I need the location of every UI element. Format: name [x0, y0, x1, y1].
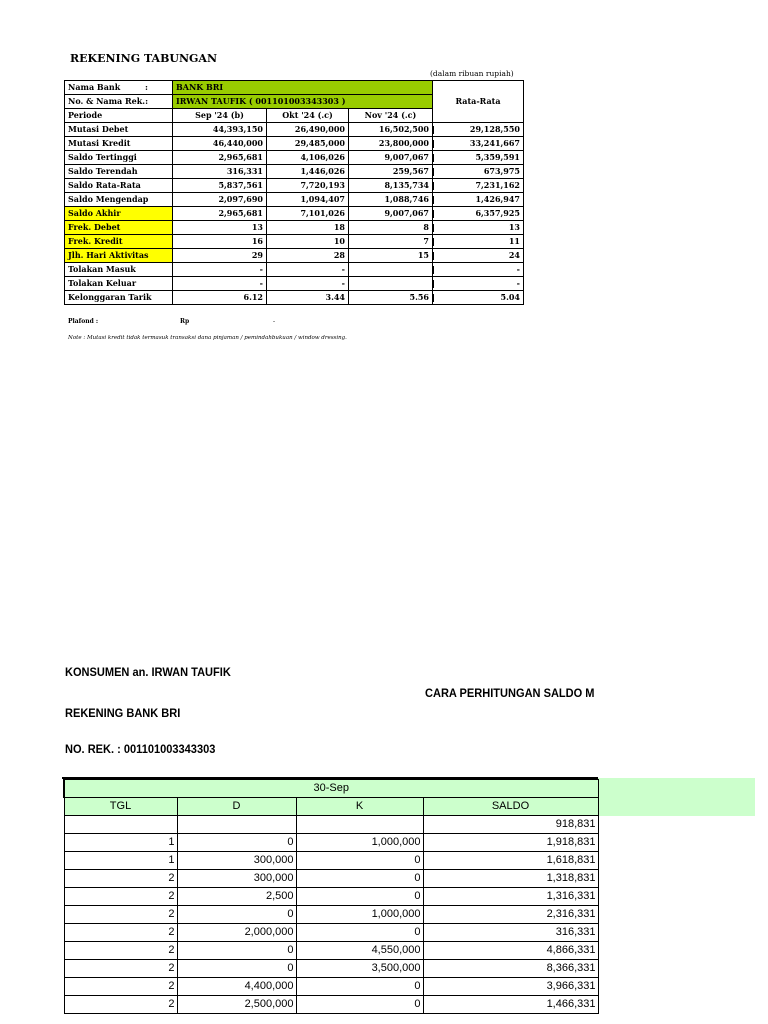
tgl-cell: 2: [64, 996, 177, 1014]
col-debit: D: [177, 798, 296, 816]
summary-row-label: Mutasi Debet: [65, 123, 173, 137]
summary-value: 1,094,407: [267, 193, 349, 207]
summary-value: 16,502,500: [349, 123, 433, 137]
debit-cell: 0: [177, 960, 296, 978]
summary-value: 15: [349, 249, 433, 263]
debit-cell: 300,000: [177, 870, 296, 888]
summary-value: 18: [267, 221, 349, 235]
summary-row: [65, 277, 524, 291]
summary-value: 4,106,026: [267, 151, 349, 165]
col-tgl: TGL: [64, 798, 177, 816]
saldo-cell: 3,966,331: [423, 978, 598, 996]
summary-value: 1,088,746: [349, 193, 433, 207]
summary-value: 29: [173, 249, 267, 263]
table-row: [64, 924, 598, 942]
saldo-cell: 8,366,331: [423, 960, 598, 978]
summary-value: -: [173, 263, 267, 277]
credit-cell: [296, 816, 423, 834]
tgl-cell: 2: [64, 942, 177, 960]
bank-title: REKENING BANK BRI: [65, 706, 181, 720]
summary-row: [65, 291, 524, 305]
summary-row-label: Frek. Debet: [65, 221, 173, 235]
summary-row-label: Mutasi Kredit: [65, 137, 173, 151]
summary-row: [65, 235, 524, 249]
account-value: IRWAN TAUFIK ( 001101003343303 ): [173, 95, 433, 109]
summary-value: 5,837,561: [173, 179, 267, 193]
period-sep: Sep '24 (b): [173, 109, 267, 123]
summary-value: -: [433, 277, 524, 291]
summary-value: 7,720,193: [267, 179, 349, 193]
summary-row-label: Tolakan Masuk: [65, 263, 173, 277]
summary-value: -: [267, 277, 349, 291]
table-row: [64, 834, 598, 852]
summary-row-label: Saldo Terendah: [65, 165, 173, 179]
summary-value: 46,440,000: [173, 137, 267, 151]
summary-value: 8,135,734: [349, 179, 433, 193]
summary-value: 28: [267, 249, 349, 263]
table-row: [64, 870, 598, 888]
summary-row: [65, 207, 524, 221]
summary-value: [349, 277, 433, 291]
credit-cell: 0: [296, 978, 423, 996]
summary-row-label: Frek. Kredit: [65, 235, 173, 249]
saldo-cell: 1,316,331: [423, 888, 598, 906]
account-colon: :: [145, 96, 149, 106]
date-header: 30-Sep: [64, 780, 598, 798]
unit-note: (dalam ribuan rupiah): [430, 69, 514, 78]
credit-cell: 1,000,000: [296, 834, 423, 852]
summary-value: 2,097,690: [173, 193, 267, 207]
summary-row-label: Saldo Akhir: [65, 207, 173, 221]
saldo-cell: 1,318,831: [423, 870, 598, 888]
saldo-cell: 918,831: [423, 816, 598, 834]
table-row: [64, 852, 598, 870]
tgl-cell: 2: [64, 906, 177, 924]
summary-value: 5,359,591: [433, 151, 524, 165]
bank-colon: :: [145, 82, 148, 92]
bank-row: [65, 81, 524, 95]
summary-row: [65, 123, 524, 137]
summary-row: [65, 263, 524, 277]
summary-row-label: Saldo Tertinggi: [65, 151, 173, 165]
tgl-cell: [64, 816, 177, 834]
summary-value: 7,231,162: [433, 179, 524, 193]
customer-title: KONSUMEN an. IRWAN TAUFIK: [65, 665, 231, 679]
credit-cell: 0: [296, 852, 423, 870]
debit-cell: 0: [177, 834, 296, 852]
summary-value: 29,485,000: [267, 137, 349, 151]
saldo-cell: 1,918,831: [423, 834, 598, 852]
summary-value: 26,490,000: [267, 123, 349, 137]
column-header-row: [64, 798, 598, 816]
tgl-cell: 2: [64, 960, 177, 978]
calc-title: CARA PERHITUNGAN SALDO M: [425, 686, 595, 700]
credit-cell: 0: [296, 870, 423, 888]
summary-value: 1,426,947: [433, 193, 524, 207]
bank-value: BANK BRI: [173, 81, 433, 95]
summary-value: 2,965,681: [173, 151, 267, 165]
summary-row: [65, 193, 524, 207]
summary-value: 16: [173, 235, 267, 249]
credit-cell: 0: [296, 996, 423, 1014]
summary-row-label: Jlh. Hari Aktivitas: [65, 249, 173, 263]
saldo-cell: 316,331: [423, 924, 598, 942]
table-row: [64, 816, 598, 834]
plafond-label: Plafond :: [68, 318, 99, 325]
tgl-cell: 2: [64, 870, 177, 888]
summary-row: [65, 151, 524, 165]
summary-value: 6.12: [173, 291, 267, 305]
debit-cell: 0: [177, 906, 296, 924]
summary-value: 316,331: [173, 165, 267, 179]
period-nov: Nov '24 (.c): [349, 109, 433, 123]
summary-row: [65, 137, 524, 151]
credit-cell: 1,000,000: [296, 906, 423, 924]
summary-value: 2,965,681: [173, 207, 267, 221]
debit-cell: 4,400,000: [177, 978, 296, 996]
col-credit: K: [296, 798, 423, 816]
table-row: [64, 978, 598, 996]
summary-row: [65, 221, 524, 235]
summary-value: 24: [433, 249, 524, 263]
credit-cell: 0: [296, 888, 423, 906]
date-header-row: [64, 780, 598, 798]
summary-value: 10: [267, 235, 349, 249]
summary-row: [65, 165, 524, 179]
summary-row-label: Kelonggaran Tarik: [65, 291, 173, 305]
summary-value: 13: [433, 221, 524, 235]
transaction-table: [63, 779, 599, 1014]
tgl-cell: 2: [64, 888, 177, 906]
summary-value: 6,357,925: [433, 207, 524, 221]
summary-value: 5.56: [349, 291, 433, 305]
summary-value: -: [433, 263, 524, 277]
summary-value: 259,567: [349, 165, 433, 179]
summary-value: 673,975: [433, 165, 524, 179]
summary-title: REKENING TABUNGAN: [70, 52, 217, 65]
credit-cell: 0: [296, 924, 423, 942]
col-saldo: SALDO: [423, 798, 598, 816]
account-label-cell: [65, 95, 173, 109]
summary-value: 33,241,667: [433, 137, 524, 151]
table-row: [64, 942, 598, 960]
debit-cell: 2,000,000: [177, 924, 296, 942]
summary-value: 8: [349, 221, 433, 235]
summary-row-label: Saldo Mengendap: [65, 193, 173, 207]
note-text: Note : Mutasi kredit tidak termasuk transaksi dana pinjaman / pemindahbukuan / window dressing.: [68, 335, 347, 341]
debit-cell: [177, 816, 296, 834]
bank-label-cell: [65, 81, 173, 95]
credit-cell: 3,500,000: [296, 960, 423, 978]
tgl-cell: 1: [64, 834, 177, 852]
summary-value: 1,446,026: [267, 165, 349, 179]
summary-row: [65, 179, 524, 193]
summary-value: 3.44: [267, 291, 349, 305]
summary-value: 44,393,150: [173, 123, 267, 137]
debit-cell: 2,500: [177, 888, 296, 906]
summary-row-label: Tolakan Keluar: [65, 277, 173, 291]
saldo-cell: 1,466,331: [423, 996, 598, 1014]
saldo-cell: 2,316,331: [423, 906, 598, 924]
period-label: Periode: [65, 109, 173, 123]
table-row: [64, 960, 598, 978]
summary-value: 11: [433, 235, 524, 249]
summary-value: 9,007,067: [349, 151, 433, 165]
tgl-cell: 2: [64, 978, 177, 996]
summary-value: -: [267, 263, 349, 277]
debit-cell: 300,000: [177, 852, 296, 870]
summary-value: 5.04: [433, 291, 524, 305]
summary-value: 7: [349, 235, 433, 249]
debit-cell: 0: [177, 942, 296, 960]
bank-label: Nama Bank: [68, 82, 121, 92]
account-label: No. & Nama Rek.: [68, 96, 146, 106]
saldo-cell: 4,866,331: [423, 942, 598, 960]
table-row: [64, 996, 598, 1014]
table-row: [64, 906, 598, 924]
summary-value: 29,128,550: [433, 123, 524, 137]
tgl-cell: 2: [64, 924, 177, 942]
summary-value: 9,007,067: [349, 207, 433, 221]
tgl-cell: 1: [64, 852, 177, 870]
account-number-title: NO. REK. : 001101003343303: [65, 742, 216, 756]
summary-value: -: [173, 277, 267, 291]
summary-value: 13: [173, 221, 267, 235]
summary-value: [349, 263, 433, 277]
saldo-cell: 1,618,831: [423, 852, 598, 870]
debit-cell: 2,500,000: [177, 996, 296, 1014]
summary-value: 7,101,026: [267, 207, 349, 221]
summary-value: 23,800,000: [349, 137, 433, 151]
plafond-value: -: [273, 318, 276, 325]
plafond-currency: Rp: [180, 318, 190, 325]
average-header: Rata-Rata: [433, 81, 524, 123]
credit-cell: 4,550,000: [296, 942, 423, 960]
period-okt: Okt '24 (.c): [267, 109, 349, 123]
summary-row: [65, 249, 524, 263]
summary-table: [64, 80, 524, 305]
summary-row-label: Saldo Rata-Rata: [65, 179, 173, 193]
table-row: [64, 888, 598, 906]
table-top-rule: [62, 777, 598, 779]
